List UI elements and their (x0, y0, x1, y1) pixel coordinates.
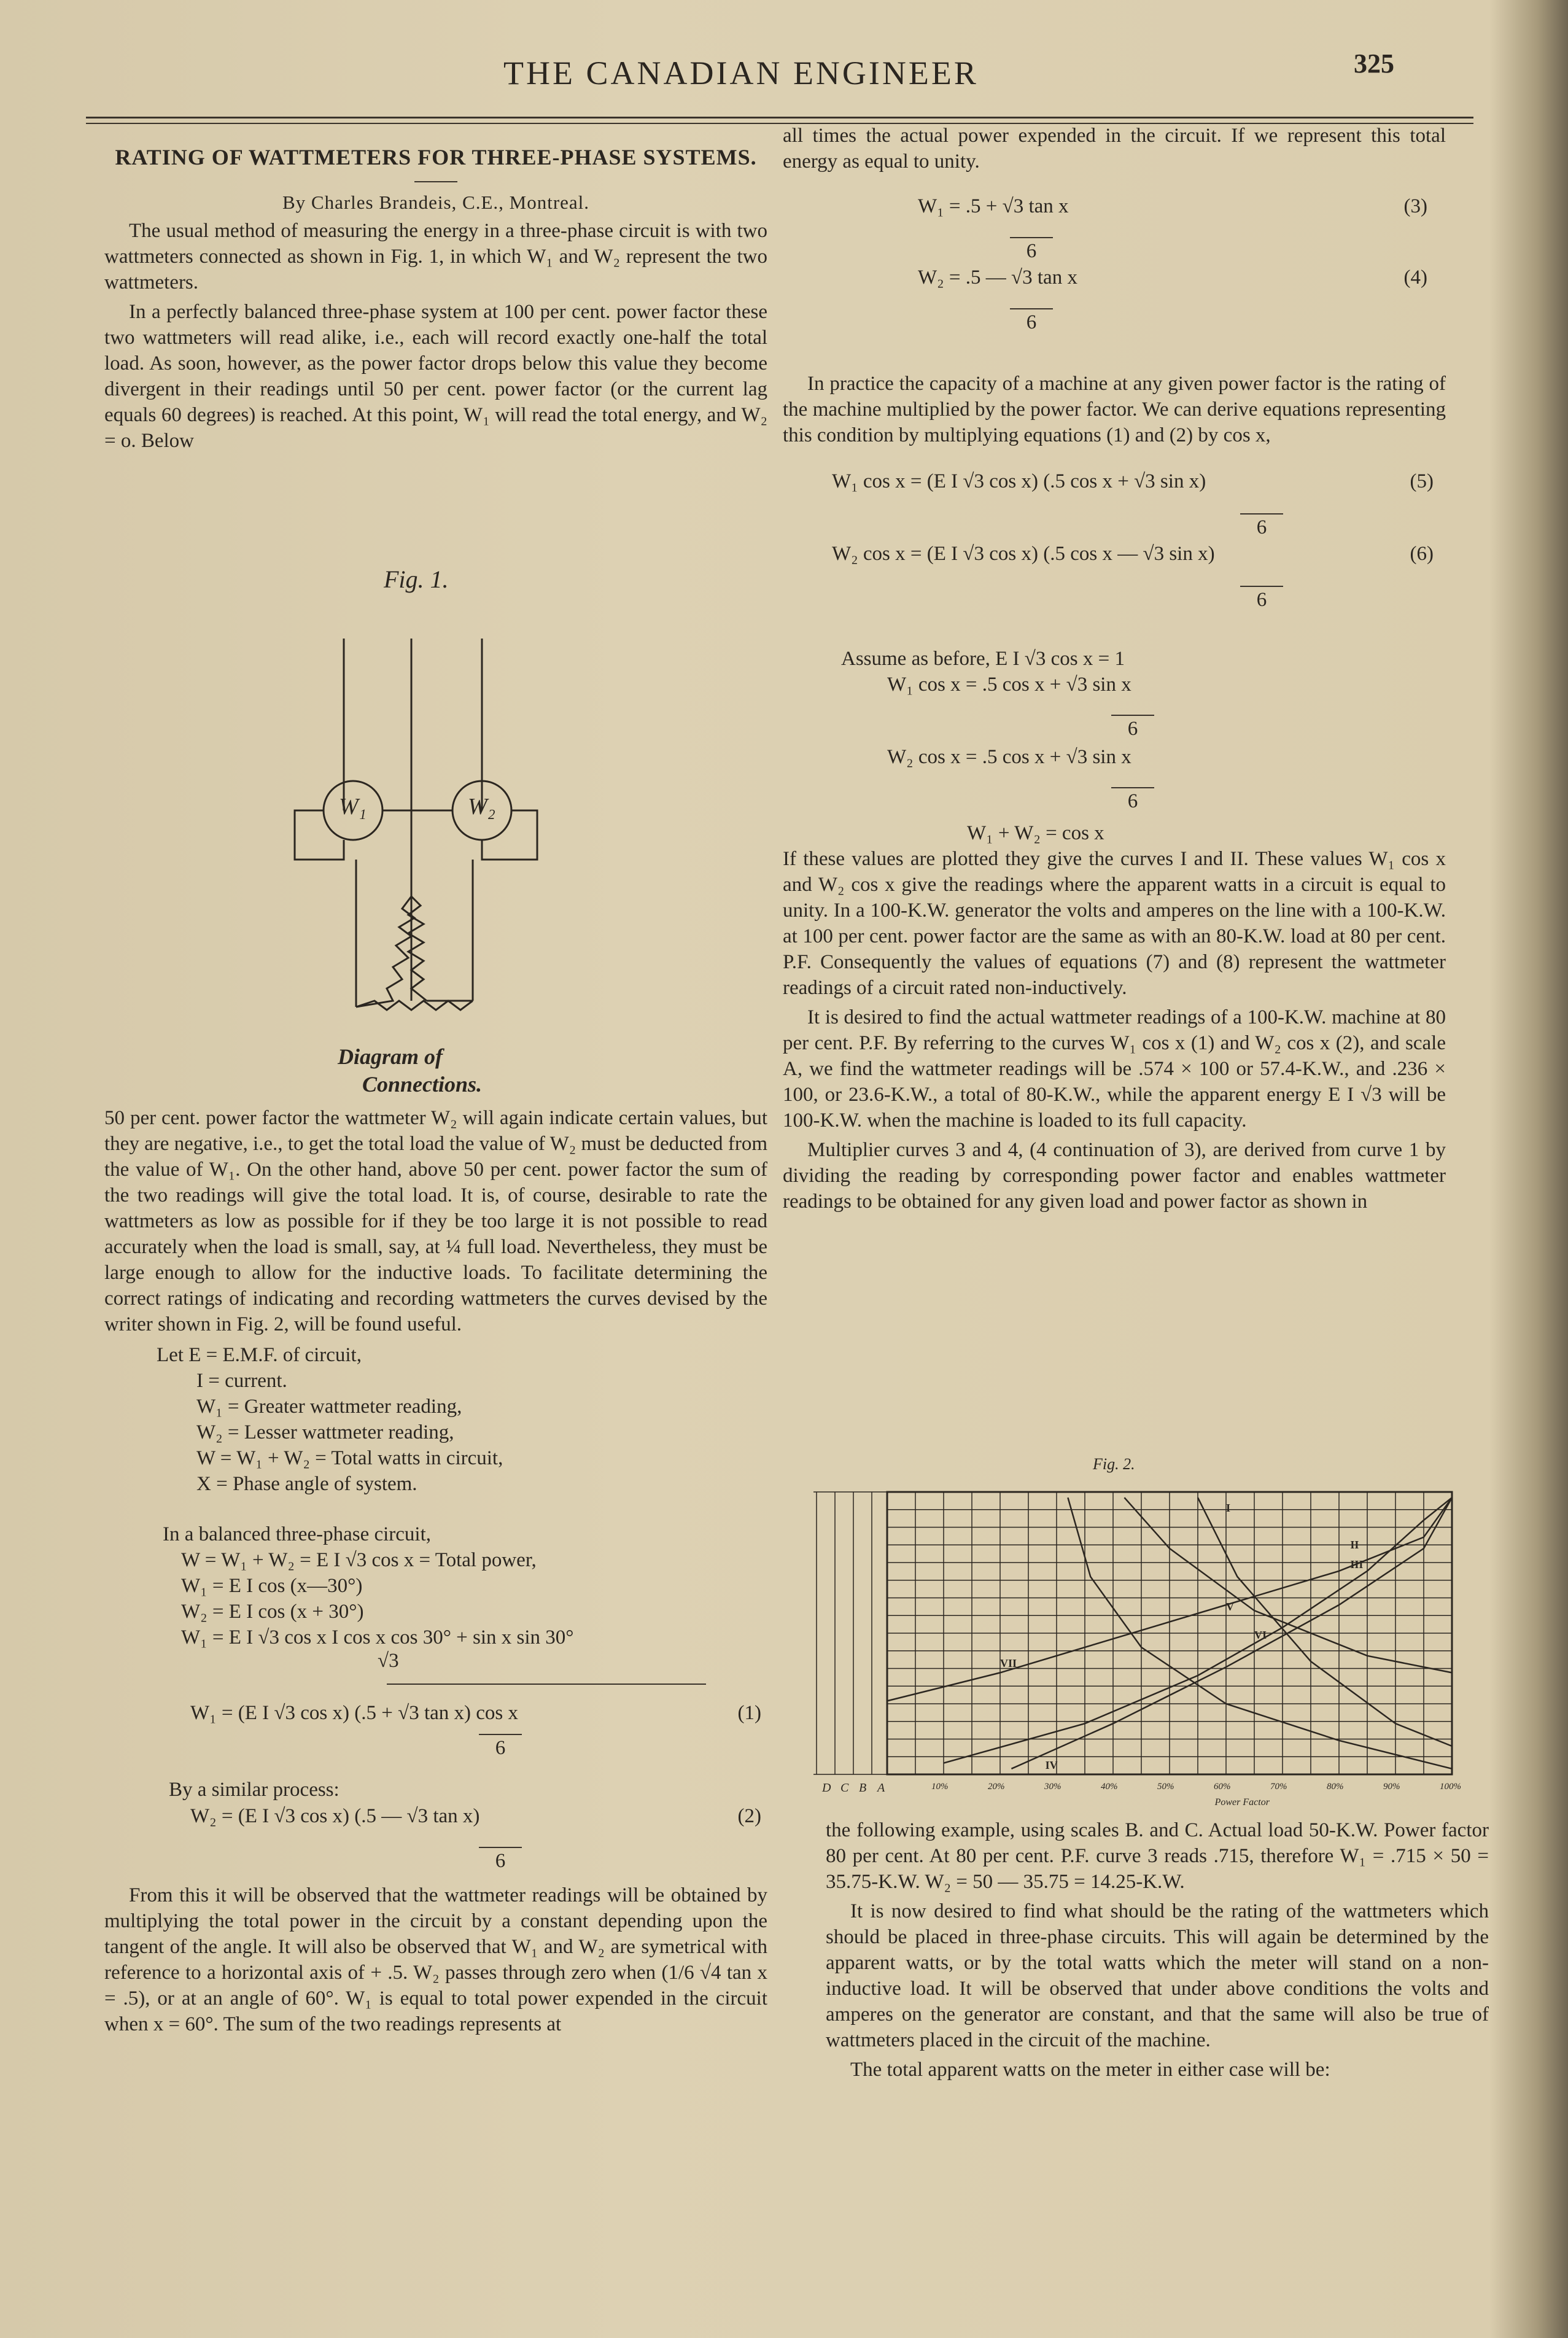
equation-number: (5) (1410, 470, 1434, 492)
x-tick-label: 80% (1327, 1782, 1344, 1792)
equation: W₁ = E I cos (x—30°) (181, 1575, 363, 1597)
paragraph: all times the actual power expended in the circuit. If we represent this total energy as equal to unity. (783, 125, 1446, 173)
equation-5: W₁ cos x = (E I √3 cos x) (.5 cos x + √3 sin x) (5) (832, 468, 1446, 495)
equation-number: (1) (737, 1702, 761, 1724)
denominator: 6 (1111, 787, 1154, 814)
paragraph: It is now desired to find what should be the rating of the wattmeters which should be placed in three-phase circuits. This will again be determined by the apparent watts, or by the total watts which the meter will stand on a non-inductive load. It will be observed that under above conditions the volts and amperes on the generator are constant, and that the same will also be true of wattmeters placed in the circuit of the machine. (826, 1900, 1489, 2051)
equation-6: W₂ cos x = (E I √3 cos x) (.5 cos x — √3 sin x) (6) (832, 540, 1446, 567)
left-column-lower (104, 1105, 767, 2041)
denominator: 6 (1010, 308, 1053, 335)
equation: W = W₁ + W₂ = E I √3 cos x = Total power, (181, 1549, 537, 1571)
x-tick-label: 100% (1440, 1782, 1461, 1792)
figure-1-label: Fig. 1. (384, 565, 449, 593)
right-column (783, 123, 1446, 1218)
equation-number: (2) (737, 1805, 761, 1827)
title-rule (414, 181, 457, 182)
equation-2: W₂ = (E I √3 cos x) (.5 — √3 tan x) (2) (190, 1803, 767, 1830)
assumption: Assume as before, E I √3 cos x = 1 (841, 648, 1125, 670)
figure-2-chart (813, 1480, 1477, 1811)
scale-letter: A (877, 1781, 885, 1795)
sqrt3-denominator: √3 (378, 1650, 399, 1672)
byline: By Charles Brandeis, C.E., Montreal. (282, 192, 590, 213)
definition: W₁ = Greater wattmeter reading, (196, 1396, 462, 1418)
equation-9: W₁ + W₂ = cos x (967, 822, 1104, 844)
connection-diagram (270, 565, 589, 1105)
paragraph: The total apparent watts on the meter in either case will be: (850, 2059, 1330, 2081)
scale-letter: B (859, 1781, 867, 1795)
figure-1-caption-2: Connections. (362, 1072, 483, 1097)
x-tick-label: 60% (1214, 1782, 1231, 1792)
definition: X = Phase angle of system. (196, 1473, 417, 1495)
curve-vi (1198, 1497, 1452, 1746)
x-tick-label: 50% (1157, 1782, 1174, 1792)
curve-label: II (1350, 1539, 1359, 1551)
paragraph: The usual method of measuring the energy in a three-phase circuit is with two wattmeters connected as shown in Fig. 1, in which W₁ and W₂ represent the two wattmeters. (104, 220, 767, 293)
scale-letter: D (822, 1781, 831, 1795)
definition: Let E = E.M.F. of circuit, (157, 1344, 362, 1366)
curve-label: I (1226, 1502, 1231, 1515)
x-axis-title: Power Factor (1214, 1797, 1270, 1808)
x-tick-label: 20% (988, 1782, 1005, 1792)
denominator: 6 (1240, 586, 1283, 613)
curve-label: III (1350, 1558, 1364, 1571)
curve-label: VII (1000, 1657, 1017, 1670)
equation-3: W₁ = .5 + √3 tan x (3) (918, 193, 1446, 220)
scale-letter: C (840, 1781, 849, 1795)
curve-label: V (1226, 1601, 1234, 1614)
left-column (104, 144, 767, 457)
right-column-lower (826, 1817, 1489, 2086)
paragraph: It is desired to find the actual wattmeter readings of a 100-K.W. machine at 80 per cent. P.F. By referring to the curves W₁ cos x (1) and W₂ cos x (2), and scale A, we find the wattmeter readings will be .574 × 100 or 57.4-K.W., and .236 × 100, or 23.6-K.W., a total of 80-K.W., while the apparent energy E I √3 will be 100-K.W. when the machine is loaded to its full capacity. (783, 1006, 1446, 1132)
x-tick-label: 40% (1101, 1782, 1118, 1792)
article-title: RATING OF WATTMETERS FOR THREE-PHASE SYSTEMS. (115, 145, 757, 169)
equation-number: (3) (1403, 195, 1427, 217)
denominator: 6 (1010, 237, 1053, 264)
paragraph: In practice the capacity of a machine at any given power factor is the rating of the machine multiplied by the power factor. We can derive equations representing this condition by multiplying equations (1) and (2) by cos x, (783, 373, 1446, 446)
equation-rule (387, 1684, 706, 1685)
paragraph: the following example, using scales B. and C. Actual load 50-K.W. Power factor 80 per cent. At 80 per cent. P.F. curve 3 reads .715, therefore W₁ = .715 × 50 = 35.75-K.W. W₂ = 50 — 35.75 = 14.25-K.W. (826, 1819, 1489, 1893)
paragraph: From this it will be observed that the wattmeter readings will be obtained by multiplying the total power in the circuit by a constant depending upon the tangent of the angle. It will also be observed that W₁ and W₂ are symetrical with reference to a horizontal axis of + .5. W₂ passes through zero when (1/6 √4 tan x = .5), or at an angle of 60°. W₁ is equal to total power expended in the circuit when x = 60°. The sum of the two readings represents at (104, 1884, 767, 2035)
equation-8: W₂ cos x = .5 cos x + √3 sin x (887, 746, 1131, 768)
equation: W₁ = E I √3 cos x I cos x cos 30° + sin x sin 30° (181, 1626, 574, 1649)
journal-title: THE CANADIAN ENGINEER (503, 55, 979, 91)
curve-label: IV (1045, 1758, 1058, 1771)
x-tick-label: 70% (1270, 1782, 1287, 1792)
figure-2-label: Fig. 2. (1093, 1455, 1135, 1473)
x-tick-label: 90% (1383, 1782, 1400, 1792)
w2-label: W₂ (468, 794, 495, 820)
paragraph: Multiplier curves 3 and 4, (4 continuation of 3), are derived from curve 1 by dividing the reading by corresponding power factor and enables wattmeter readings to be obtained for any given load and power factor as shown in (783, 1139, 1446, 1213)
denominator: 6 (479, 1847, 522, 1874)
curve-iv (1124, 1497, 1452, 1672)
denominator: 6 (1240, 513, 1283, 540)
equation-number: (6) (1410, 543, 1434, 565)
equation-7: W₁ cos x = .5 cos x + √3 sin x (887, 674, 1131, 696)
figure-1 (270, 565, 589, 1105)
balanced-intro: In a balanced three-phase circuit, (163, 1523, 432, 1545)
equation-number: (4) (1403, 266, 1427, 289)
definition: I = current. (196, 1370, 287, 1392)
curve-label: VI (1254, 1629, 1267, 1642)
similar-process: By a similar process: (169, 1779, 340, 1801)
page-number: 325 (1354, 49, 1394, 79)
header-rule (86, 117, 1473, 118)
equation-1: W₁ = (E I √3 cos x) (.5 + √3 tan x) cos x (1) (190, 1699, 767, 1726)
paragraph: 50 per cent. power factor the wattmeter W₂ will again indicate certain values, but they are negative, i.e., to get the total load the value of W₂ must be deducted from the value of W₁. On the other hand, above 50 per cent. power factor the sum of the two readings will give the total load. It is, of course, desirable to rate the wattmeters as low as possible for if they be too large it is not possible to read accurately when the load is small, say, at ¼ full load. Nevertheless, they must be large enough to allow for the inductive loads. To facilitate determining the correct ratings of indicating and recording wattmeters the curves devised by the writer shown in Fig. 2, will be found useful. (104, 1107, 767, 1335)
denominator: 6 (479, 1734, 522, 1761)
paragraph: If these values are plotted they give the curves I and II. These values W₁ cos x and W₂ cos x give the readings where the apparent watts in a circuit is equal to unity. In a 100-K.W. generator the volts and amperes on the line with a 100-K.W. at 100 per cent. power factor are the same as with an 80-K.W. load at 80 per cent. P.F. Consequently the values of equations (7) and (8) represent the wattmeter readings of a circuit rated non-inductively. (783, 848, 1446, 999)
equation-4: W₂ = .5 — √3 tan x (4) (918, 264, 1446, 291)
w1-label: W₁ (339, 794, 367, 820)
x-tick-label: 10% (931, 1782, 949, 1792)
paragraph: In a perfectly balanced three-phase system at 100 per cent. power factor these two wattmeters will read alike, i.e., each will record exactly one-half the total load. As soon, however, as the power factor drops below this value they become divergent in their readings until 50 per cent. power factor (or the current lag equals 60 degrees) is reached. At this point, W₁ will read the total energy, and W₂ = o. Below (104, 301, 767, 452)
denominator: 6 (1111, 715, 1154, 742)
figure-1-caption: Diagram of (338, 1044, 443, 1069)
equation: W₂ = E I cos (x + 30°) (181, 1601, 364, 1623)
definition: W₂ = Lesser wattmeter reading, (196, 1421, 454, 1443)
definitions (157, 1342, 767, 1497)
x-tick-label: 30% (1044, 1782, 1062, 1792)
definition: W = W₁ + W₂ = Total watts in circuit, (196, 1447, 503, 1469)
